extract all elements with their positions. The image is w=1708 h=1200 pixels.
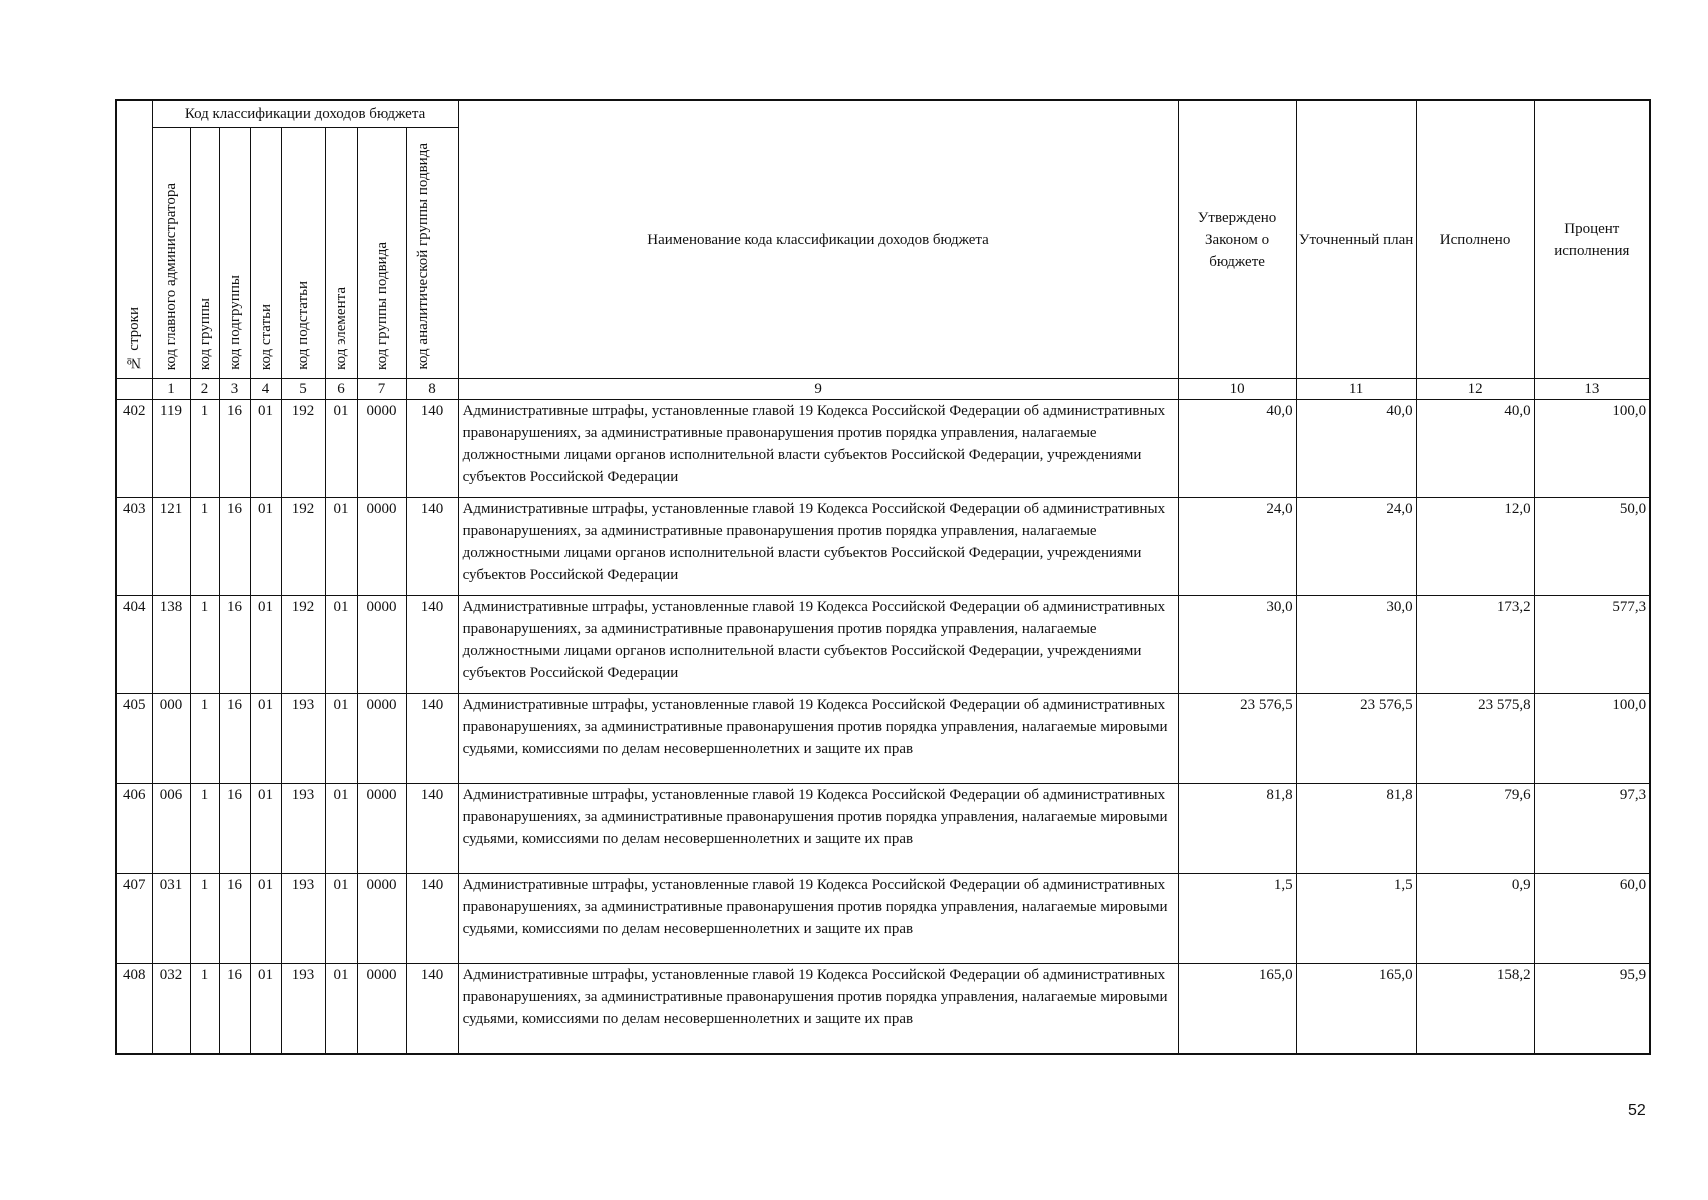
revenue-name-cell: Административные штрафы, установленные главой 19 Кодекса Российской Федерации об административных правонарушениях, за административные правонарушения против порядка управления, налагаемые мировыми судьями, комиссиями по делам несовершеннолетних и защите их прав bbox=[458, 874, 1178, 964]
column-number: 5 bbox=[281, 379, 325, 400]
column-number: 13 bbox=[1534, 379, 1650, 400]
admin-code-cell: 006 bbox=[152, 784, 190, 874]
header-group-code: код группы bbox=[190, 128, 219, 379]
subgroup-code-cell: 16 bbox=[219, 874, 250, 964]
group-code-cell: 1 bbox=[190, 694, 219, 784]
subtype-group-code-cell: 0000 bbox=[357, 964, 406, 1054]
element-code-cell: 01 bbox=[325, 784, 357, 874]
article-code-cell: 01 bbox=[250, 964, 281, 1054]
group-code-cell: 1 bbox=[190, 400, 219, 498]
admin-code-cell: 138 bbox=[152, 596, 190, 694]
column-number bbox=[116, 379, 152, 400]
approved-amount-cell: 81,8 bbox=[1178, 784, 1296, 874]
group-code-cell: 1 bbox=[190, 784, 219, 874]
approved-amount-cell: 40,0 bbox=[1178, 400, 1296, 498]
header-article-code: код статьи bbox=[250, 128, 281, 379]
header-subgroup-code: код подгруппы bbox=[219, 128, 250, 379]
row-number-cell: 404 bbox=[116, 596, 152, 694]
subarticle-code-cell: 193 bbox=[281, 694, 325, 784]
table-row bbox=[116, 596, 1650, 694]
column-number: 12 bbox=[1416, 379, 1534, 400]
admin-code-cell: 000 bbox=[152, 694, 190, 784]
subarticle-code-cell: 193 bbox=[281, 964, 325, 1054]
header-analytic-group-code: код аналитической группы подвида bbox=[406, 128, 458, 379]
table-row bbox=[116, 400, 1650, 498]
table-row bbox=[116, 694, 1650, 784]
subgroup-code-cell: 16 bbox=[219, 596, 250, 694]
approved-amount-cell: 165,0 bbox=[1178, 964, 1296, 1054]
revenue-table bbox=[115, 99, 1651, 1055]
row-number-cell: 406 bbox=[116, 784, 152, 874]
column-number-row bbox=[116, 379, 1650, 400]
revenue-table-wrapper bbox=[115, 99, 1649, 1055]
percent-cell: 95,9 bbox=[1534, 964, 1650, 1054]
refined-plan-cell: 165,0 bbox=[1296, 964, 1416, 1054]
executed-amount-cell: 79,6 bbox=[1416, 784, 1534, 874]
article-code-cell: 01 bbox=[250, 784, 281, 874]
approved-amount-cell: 1,5 bbox=[1178, 874, 1296, 964]
revenue-name-cell: Административные штрафы, установленные главой 19 Кодекса Российской Федерации об административных правонарушениях, за административные правонарушения против порядка управления, налагаемые мировыми судьями, комиссиями по делам несовершеннолетних и защите их прав bbox=[458, 784, 1178, 874]
table-row bbox=[116, 964, 1650, 1054]
header-executed: Исполнено bbox=[1416, 100, 1534, 379]
column-number: 4 bbox=[250, 379, 281, 400]
percent-cell: 60,0 bbox=[1534, 874, 1650, 964]
approved-amount-cell: 30,0 bbox=[1178, 596, 1296, 694]
article-code-cell: 01 bbox=[250, 498, 281, 596]
subtype-group-code-cell: 0000 bbox=[357, 694, 406, 784]
table-row bbox=[116, 874, 1650, 964]
subtype-group-code-cell: 0000 bbox=[357, 498, 406, 596]
analytic-group-code-cell: 140 bbox=[406, 964, 458, 1054]
group-code-cell: 1 bbox=[190, 964, 219, 1054]
analytic-group-code-cell: 140 bbox=[406, 498, 458, 596]
subgroup-code-cell: 16 bbox=[219, 784, 250, 874]
table-row bbox=[116, 784, 1650, 874]
percent-cell: 97,3 bbox=[1534, 784, 1650, 874]
header-row-no: № строки bbox=[116, 100, 152, 379]
percent-cell: 100,0 bbox=[1534, 694, 1650, 784]
element-code-cell: 01 bbox=[325, 400, 357, 498]
element-code-cell: 01 bbox=[325, 596, 357, 694]
subarticle-code-cell: 193 bbox=[281, 784, 325, 874]
subtype-group-code-cell: 0000 bbox=[357, 874, 406, 964]
column-number: 3 bbox=[219, 379, 250, 400]
row-number-cell: 408 bbox=[116, 964, 152, 1054]
executed-amount-cell: 23 575,8 bbox=[1416, 694, 1534, 784]
refined-plan-cell: 30,0 bbox=[1296, 596, 1416, 694]
approved-amount-cell: 23 576,5 bbox=[1178, 694, 1296, 784]
row-number-cell: 405 bbox=[116, 694, 152, 784]
header-approved: Утверждено Законом о бюджете bbox=[1178, 100, 1296, 379]
row-number-cell: 402 bbox=[116, 400, 152, 498]
header-percent: Процент исполнения bbox=[1534, 100, 1650, 379]
subgroup-code-cell: 16 bbox=[219, 694, 250, 784]
refined-plan-cell: 81,8 bbox=[1296, 784, 1416, 874]
subgroup-code-cell: 16 bbox=[219, 964, 250, 1054]
header-name: Наименование кода классификации доходов бюджета bbox=[458, 100, 1178, 379]
revenue-name-cell: Административные штрафы, установленные главой 19 Кодекса Российской Федерации об административных правонарушениях, за административные правонарушения против порядка управления, налагаемые должностными лицами органов исполнительной власти субъектов Российской Федерации, учреждениями субъектов Российской Федерации bbox=[458, 400, 1178, 498]
row-number-cell: 407 bbox=[116, 874, 152, 964]
approved-amount-cell: 24,0 bbox=[1178, 498, 1296, 596]
analytic-group-code-cell: 140 bbox=[406, 784, 458, 874]
refined-plan-cell: 40,0 bbox=[1296, 400, 1416, 498]
element-code-cell: 01 bbox=[325, 498, 357, 596]
admin-code-cell: 031 bbox=[152, 874, 190, 964]
revenue-name-cell: Административные штрафы, установленные главой 19 Кодекса Российской Федерации об административных правонарушениях, за административные правонарушения против порядка управления, налагаемые мировыми судьями, комиссиями по делам несовершеннолетних и защите их прав bbox=[458, 964, 1178, 1054]
column-number: 6 bbox=[325, 379, 357, 400]
refined-plan-cell: 1,5 bbox=[1296, 874, 1416, 964]
table-body bbox=[116, 400, 1650, 1054]
header-element-code: код элемента bbox=[325, 128, 357, 379]
article-code-cell: 01 bbox=[250, 400, 281, 498]
article-code-cell: 01 bbox=[250, 874, 281, 964]
column-number: 1 bbox=[152, 379, 190, 400]
executed-amount-cell: 173,2 bbox=[1416, 596, 1534, 694]
analytic-group-code-cell: 140 bbox=[406, 874, 458, 964]
element-code-cell: 01 bbox=[325, 964, 357, 1054]
article-code-cell: 01 bbox=[250, 596, 281, 694]
subgroup-code-cell: 16 bbox=[219, 400, 250, 498]
element-code-cell: 01 bbox=[325, 694, 357, 784]
revenue-name-cell: Административные штрафы, установленные главой 19 Кодекса Российской Федерации об административных правонарушениях, за административные правонарушения против порядка управления, налагаемые должностными лицами органов исполнительной власти субъектов Российской Федерации, учреждениями субъектов Российской Федерации bbox=[458, 498, 1178, 596]
admin-code-cell: 121 bbox=[152, 498, 190, 596]
subarticle-code-cell: 192 bbox=[281, 498, 325, 596]
subarticle-code-cell: 193 bbox=[281, 874, 325, 964]
page-number: 52 bbox=[1628, 1102, 1646, 1119]
group-code-cell: 1 bbox=[190, 498, 219, 596]
executed-amount-cell: 12,0 bbox=[1416, 498, 1534, 596]
column-number: 8 bbox=[406, 379, 458, 400]
subgroup-code-cell: 16 bbox=[219, 498, 250, 596]
column-number: 11 bbox=[1296, 379, 1416, 400]
group-code-cell: 1 bbox=[190, 596, 219, 694]
subtype-group-code-cell: 0000 bbox=[357, 400, 406, 498]
column-number: 10 bbox=[1178, 379, 1296, 400]
subtype-group-code-cell: 0000 bbox=[357, 596, 406, 694]
percent-cell: 577,3 bbox=[1534, 596, 1650, 694]
executed-amount-cell: 158,2 bbox=[1416, 964, 1534, 1054]
header-classification-group: Код классификации доходов бюджета bbox=[152, 100, 458, 128]
table-row bbox=[116, 498, 1650, 596]
subarticle-code-cell: 192 bbox=[281, 400, 325, 498]
element-code-cell: 01 bbox=[325, 874, 357, 964]
subarticle-code-cell: 192 bbox=[281, 596, 325, 694]
header-admin-code: код главного администратора bbox=[152, 128, 190, 379]
header-subarticle-code: код подстатьи bbox=[281, 128, 325, 379]
column-number: 2 bbox=[190, 379, 219, 400]
analytic-group-code-cell: 140 bbox=[406, 400, 458, 498]
executed-amount-cell: 0,9 bbox=[1416, 874, 1534, 964]
row-number-cell: 403 bbox=[116, 498, 152, 596]
analytic-group-code-cell: 140 bbox=[406, 596, 458, 694]
header-subtype-group-code: код группы подвида bbox=[357, 128, 406, 379]
refined-plan-cell: 23 576,5 bbox=[1296, 694, 1416, 784]
subtype-group-code-cell: 0000 bbox=[357, 784, 406, 874]
executed-amount-cell: 40,0 bbox=[1416, 400, 1534, 498]
percent-cell: 50,0 bbox=[1534, 498, 1650, 596]
admin-code-cell: 032 bbox=[152, 964, 190, 1054]
admin-code-cell: 119 bbox=[152, 400, 190, 498]
revenue-name-cell: Административные штрафы, установленные главой 19 Кодекса Российской Федерации об административных правонарушениях, за административные правонарушения против порядка управления, налагаемые мировыми судьями, комиссиями по делам несовершеннолетних и защите их прав bbox=[458, 694, 1178, 784]
analytic-group-code-cell: 140 bbox=[406, 694, 458, 784]
article-code-cell: 01 bbox=[250, 694, 281, 784]
percent-cell: 100,0 bbox=[1534, 400, 1650, 498]
revenue-name-cell: Административные штрафы, установленные главой 19 Кодекса Российской Федерации об административных правонарушениях, за административные правонарушения против порядка управления, налагаемые должностными лицами органов исполнительной власти субъектов Российской Федерации, учреждениями субъектов Российской Федерации bbox=[458, 596, 1178, 694]
column-number: 7 bbox=[357, 379, 406, 400]
refined-plan-cell: 24,0 bbox=[1296, 498, 1416, 596]
column-number: 9 bbox=[458, 379, 1178, 400]
header-refined-plan: Уточненный план bbox=[1296, 100, 1416, 379]
group-code-cell: 1 bbox=[190, 874, 219, 964]
